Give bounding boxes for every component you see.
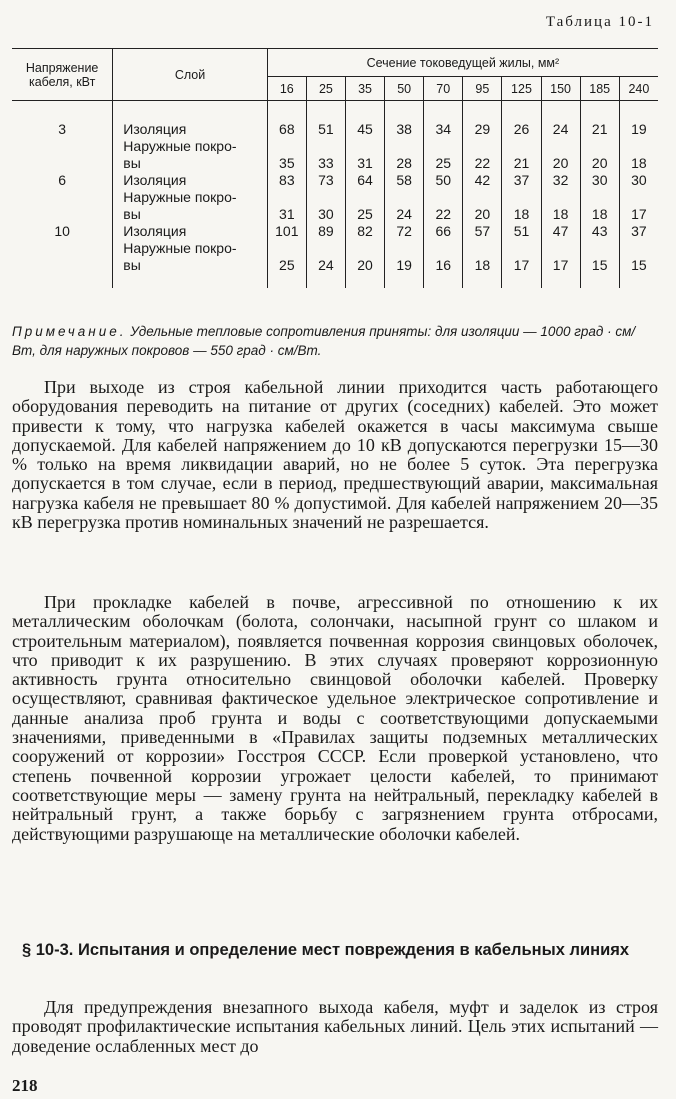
value-cell: 37 — [631, 223, 647, 239]
value-cell: 22 — [463, 138, 502, 172]
value-cell: 35 — [267, 138, 306, 172]
value-cell: 20 — [345, 240, 384, 274]
value-cell: 51 — [306, 121, 345, 138]
table-row — [12, 172, 658, 189]
value-cell: 20 — [541, 138, 580, 172]
value-cell: 18 — [631, 155, 647, 171]
value-cell: 30 — [631, 172, 647, 188]
value-cell: 57 — [463, 223, 502, 240]
value-cell: 83 — [267, 172, 306, 189]
table-row — [12, 223, 658, 240]
header-size-125: 125 — [502, 77, 541, 101]
value-cell: 38 — [385, 121, 424, 138]
value-cell: 17 — [631, 206, 647, 222]
layer-cell — [113, 189, 267, 223]
layer-cell — [113, 121, 267, 138]
layer-label-continued: вы — [123, 257, 141, 273]
layer-label: Изоляция — [123, 172, 187, 188]
layer-label: Наружные покро- — [123, 138, 237, 154]
value-cell: 30 — [580, 172, 619, 189]
value-cell: 15 — [580, 240, 619, 274]
value-cell: 66 — [424, 223, 463, 240]
layer-label: Изоляция — [123, 223, 187, 239]
value-cell: 47 — [541, 223, 580, 240]
paragraph-overload: При выходе из строя кабельной линии приходится часть работающего оборудования переводить на питание от других (соседних) кабелей. Это может привести к тому, что нагрузка кабелей окажется в часы максимума свыше допускаемой. Для кабелей напряжением до 10 кВ допускаются перегрузки 15—30 % только на время ликвидации аварий, но не более 5 суток. Эта перегрузка допускается в том случае, если в период, предшествующий аварии, максимальная нагрузка кабеля не превышает 80 % допустимой. Для кабелей напряжением 20—35 кВ перегрузка против номинальных значений не разрешается. — [12, 377, 658, 533]
value-cell: 18 — [580, 189, 619, 223]
value-cell: 17 — [541, 240, 580, 274]
layer-cell — [113, 138, 267, 172]
value-cell: 68 — [267, 121, 306, 138]
page-number: 218 — [12, 1076, 38, 1095]
value-cell: 24 — [385, 189, 424, 223]
layer-cell — [113, 172, 267, 189]
section-heading: § 10-3. Испытания и определение мест повреждения в кабельных линиях — [22, 941, 630, 959]
header-size-70: 70 — [424, 77, 463, 101]
value-cell: 72 — [385, 223, 424, 240]
voltage-cell — [12, 138, 113, 172]
header-size-150: 150 — [541, 77, 580, 101]
value-cell: 21 — [502, 138, 541, 172]
layer-label-continued: вы — [123, 206, 141, 222]
table-caption: Таблица 10-1 — [545, 14, 654, 30]
value-cell: 18 — [463, 240, 502, 274]
value-cell: 43 — [580, 223, 619, 240]
value-cell: 30 — [306, 189, 345, 223]
value-cell: 58 — [385, 172, 424, 189]
header-size-240: 240 — [619, 77, 658, 101]
value-cell: 15 — [631, 257, 647, 273]
value-cell: 28 — [385, 138, 424, 172]
value-cell: 50 — [424, 172, 463, 189]
value-cell: 101 — [267, 223, 306, 240]
value-cell: 31 — [345, 138, 384, 172]
value-cell: 19 — [385, 240, 424, 274]
header-size-50: 50 — [385, 77, 424, 101]
header-size-16: 16 — [267, 77, 306, 101]
header-size-185: 185 — [580, 77, 619, 101]
value-cell: 25 — [424, 138, 463, 172]
table-row — [12, 138, 658, 172]
layer-label: Наружные покро- — [123, 189, 237, 205]
value-cell: 26 — [502, 121, 541, 138]
paragraph-testing: Для предупреждения внезапного выхода кабеля, муфт и заделок из строя проводят профилактические испытания кабельных линий. Цель этих испытаний — доведение ослабленных мест до — [12, 997, 658, 1056]
value-cell: 24 — [541, 121, 580, 138]
cable-resistance-table — [12, 48, 658, 288]
value-cell: 20 — [463, 189, 502, 223]
value-cell: 25 — [345, 189, 384, 223]
layer-cell — [113, 223, 267, 240]
value-cell: 89 — [306, 223, 345, 240]
value-cell: 73 — [306, 172, 345, 189]
value-cell: 16 — [424, 240, 463, 274]
layer-label: Изоляция — [123, 121, 187, 137]
value-cell: 32 — [541, 172, 580, 189]
table-note — [12, 322, 658, 360]
value-cell: 33 — [306, 138, 345, 172]
value-cell: 21 — [580, 121, 619, 138]
value-cell: 22 — [424, 189, 463, 223]
voltage-cell — [12, 189, 113, 223]
voltage-cell: 10 — [12, 223, 113, 240]
header-size-95: 95 — [463, 77, 502, 101]
value-cell: 82 — [345, 223, 384, 240]
table-row — [12, 189, 658, 223]
value-cell: 24 — [306, 240, 345, 274]
table-row — [12, 121, 658, 138]
voltage-cell: 3 — [12, 121, 113, 138]
value-cell: 64 — [345, 172, 384, 189]
value-cell: 42 — [463, 172, 502, 189]
value-cell: 17 — [502, 240, 541, 274]
layer-label: Наружные покро- — [123, 240, 237, 256]
value-cell: 51 — [502, 223, 541, 240]
value-cell: 18 — [541, 189, 580, 223]
value-cell: 25 — [267, 240, 306, 274]
note-label: Примечание. — [12, 324, 127, 339]
paragraph-corrosion: При прокладке кабелей в почве, агрессивной по отношению к их металлическим оболочкам (болота, солончаки, насыпной грунт со шлаком и строительным материалом), появляется почвенная коррозия свинцовых оболочек, что приводит к их разрушению. В этих случаях проверяют коррозионную активность грунта относительно свинцовой оболочки кабелей. Проверку осуществляют, сравнивая фактическое удельное электрическое сопротивление и данные анализа проб грунта и воды с соответствующими допускаемыми значениями, приведенными в «Правилах защиты подземных металлических сооружений от коррозии» Госстроя СССР. Если проверкой установлено, что степень почвенной коррозии угрожает целости кабелей, то принимают соответствующие меры — замену грунта на нейтральный, перекладку кабелей в нейтральный грунт, а также борьбу с загрязнением грунта отбросами, действующими разрушающе на металлические оболочки кабелей. — [12, 592, 658, 844]
value-cell: 20 — [580, 138, 619, 172]
header-size-35: 35 — [345, 77, 384, 101]
voltage-cell: 6 — [12, 172, 113, 189]
header-voltage: Напряжение кабеля, кВт — [12, 49, 113, 101]
layer-label-continued: вы — [123, 155, 141, 171]
value-cell: 18 — [502, 189, 541, 223]
value-cell: 34 — [424, 121, 463, 138]
table-row — [12, 240, 658, 274]
header-layer: Слой — [113, 49, 267, 101]
note-text: Удельные тепловые сопротивления приняты: для изоляции — 1000 град · см/Вт, для наружных покровов — 550 град · см/Вт. — [12, 324, 636, 358]
value-cell: 29 — [463, 121, 502, 138]
value-cell: 31 — [267, 189, 306, 223]
header-size-25: 25 — [306, 77, 345, 101]
header-section: Сечение токоведущей жилы, мм² — [267, 49, 658, 77]
voltage-cell — [12, 240, 113, 274]
value-cell: 19 — [631, 121, 647, 137]
value-cell: 45 — [345, 121, 384, 138]
value-cell: 37 — [502, 172, 541, 189]
layer-cell — [113, 240, 267, 274]
